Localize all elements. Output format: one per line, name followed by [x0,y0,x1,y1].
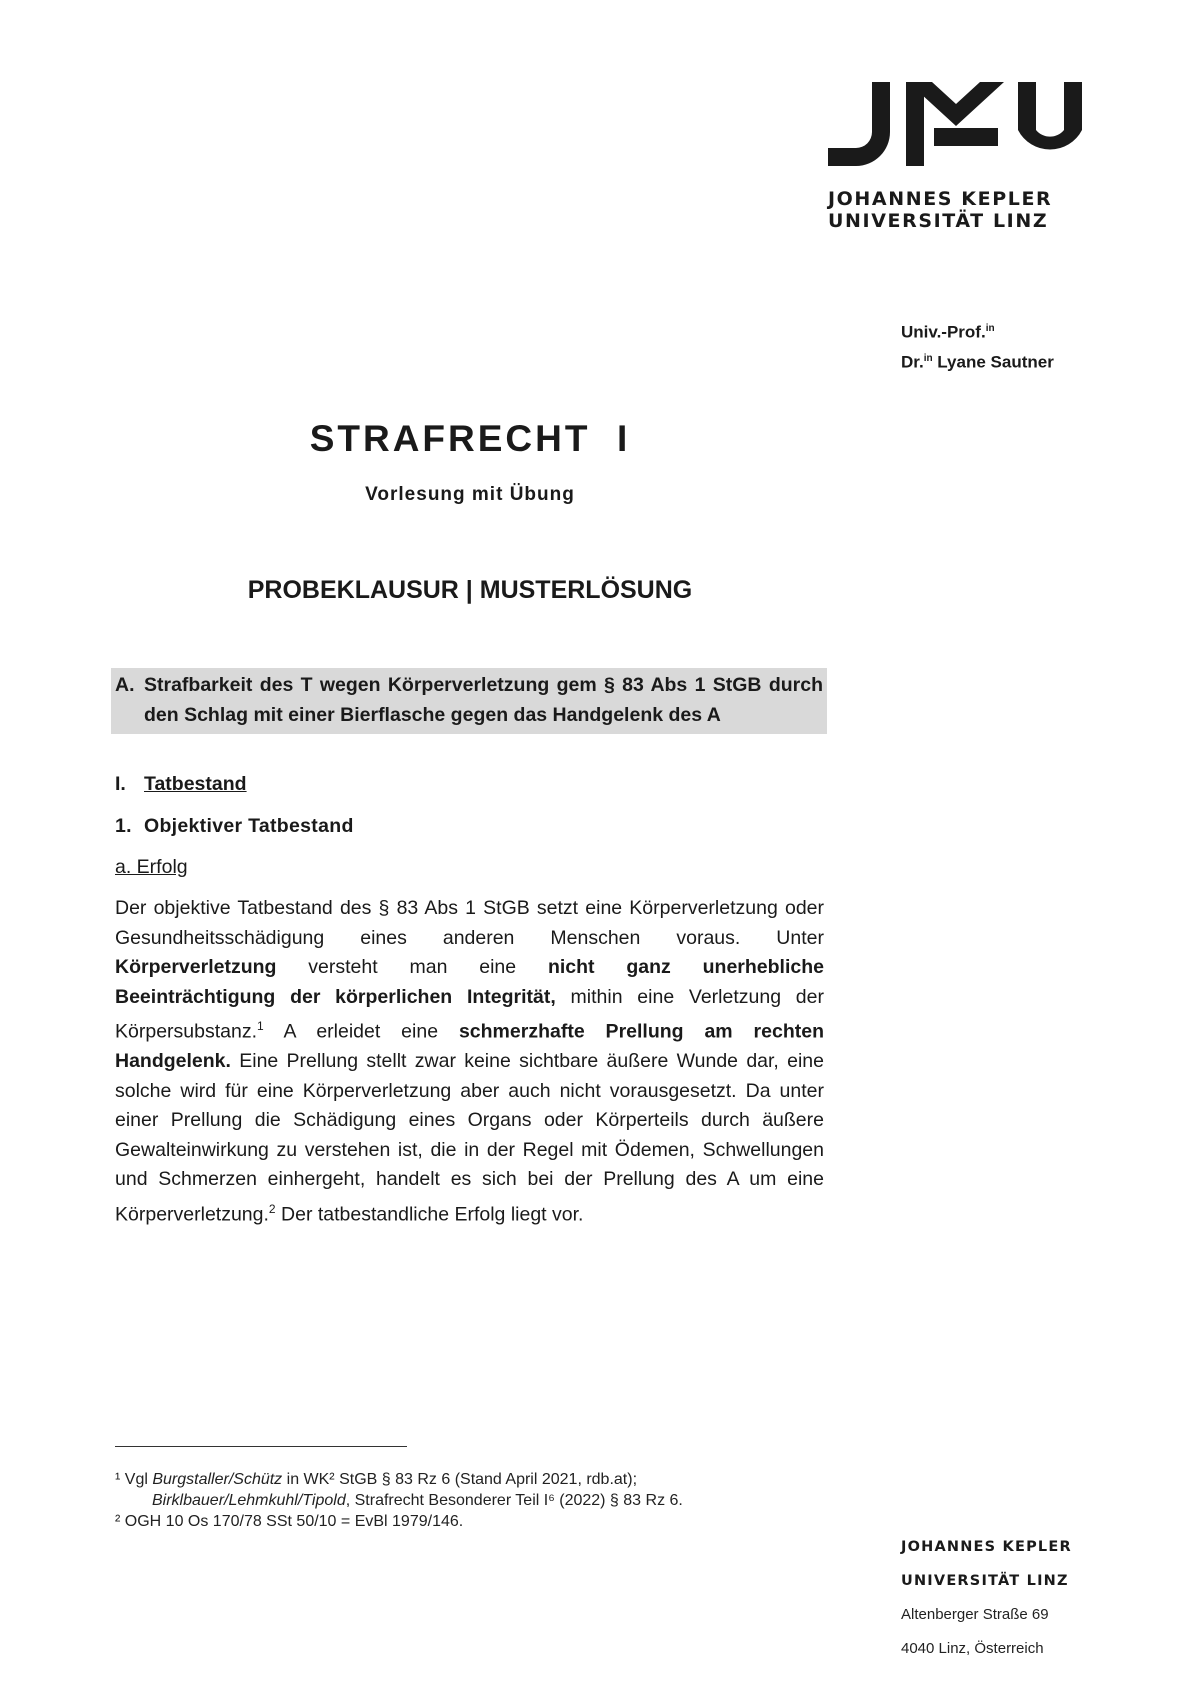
body-text-1: Der objektive Tatbestand des § 83 Abs 1 StGB setzt eine Körperverletzung oder Gesundheitsschädigung eines anderen Menschen voraus. Unter [115,897,824,949]
footnote-ref-2[interactable]: 2 [268,1201,276,1216]
heading-objektiv-num: 1. [115,815,132,837]
footnote-2: ² OGH 10 Os 170/78 SSt 50/10 = EvBl 1979/146. [115,1513,464,1530]
heading-tatbestand [115,770,247,798]
footer-city: 4040 Linz, Österreich [901,1640,1044,1657]
body-text-4: A erleidet eine [263,1020,459,1043]
footnote-1b-text: , Strafrecht Besonderer Teil I⁶ (2022) § 83 Rz 6. [345,1492,683,1509]
body-bold-2: nicht ganz unerhebliche Beeinträchtigung der körperlichen Integrität, [115,956,824,1008]
heading-objektiver-tatbestand [115,812,354,840]
body-text-3: mithin eine Verletzung der Körpersubstanz. [115,985,824,1043]
footnote-1-author: Burgstaller/Schütz [152,1471,283,1488]
footnote-1b-author: Birklbauer/Lehmkuhl/Tipold [152,1492,346,1509]
exam-heading: PROBEKLAUSUR | MUSTERLÖSUNG [247,576,693,604]
footnote-ref-1[interactable]: 1 [257,1019,264,1033]
heading-erfolg: a. Erfolg [115,856,188,878]
author-block [901,316,1054,375]
section-a-heading [111,668,827,734]
body-text-5: Eine Prellung stellt zwar keine sichtbare äußere Wunde dar, eine solche wird für eine Körperverletzung aber auch nicht vorausgesetzt. Da unter einer Prellung die Schädigung eines Organs oder Körperteils durch äußere Gewalteinwirkung zu verstehen ist, die in der Regel mit Ödemen, Schwellungen und Schmerzen einhergeht, handelt es sich bei der Prellung des A um eine Körperverletzung. [115,1050,824,1225]
heading-tatbestand-num: I. [115,773,126,795]
body-text-2: versteht man eine [276,956,548,978]
footer-line-2: UNIVERSITÄT LINZ [901,1573,1069,1589]
footnote-1 [115,1469,875,1490]
footnote-1-text: in WK² StGB § 83 Rz 6 (Stand April 2021, rdb.at); [282,1471,638,1488]
footnote-1-continued [115,1490,875,1511]
logo-line-2: UNIVERSITÄT LINZ [828,210,1049,232]
body-text-6: Der tatbestandliche Erfolg liegt vor. [275,1203,584,1225]
body-paragraph [115,894,824,1230]
body-bold-1: Körperverletzung [115,956,277,978]
jku-logo [828,82,1088,232]
author-degree: Dr. [901,352,924,372]
section-a-text: Strafbarkeit des T wegen Körperverletzung gem § 83 Abs 1 StGB durch den Schlag mit einer Bierflasche gegen das Handgelenk des A [144,674,823,726]
logo-line-1: JOHANNES KEPLER [828,188,1053,210]
author-title: Univ.-Prof. [901,322,986,342]
page-subtitle: Vorlesung mit Übung [365,484,575,505]
footer-address [901,1530,1072,1666]
footnote-1-mark: ¹ Vgl [115,1471,153,1488]
footnote-separator [115,1446,407,1447]
section-a-label: A. [115,674,135,696]
footer-line-1: JOHANNES KEPLER [901,1539,1072,1555]
author-degree-sup: in [923,352,933,364]
jku-logo-mark-icon [828,82,1082,172]
author-name: Lyane Sautner [932,352,1054,372]
footer-street: Altenberger Straße 69 [901,1606,1049,1623]
heading-tatbestand-text: Tatbestand [144,773,247,795]
page-title: STRAFRECHT I [309,418,631,459]
body-bold-3: schmerzhafte Prellung am rechten Handgelenk. [115,1020,824,1072]
author-title-sup: in [985,323,995,334]
footnotes [115,1469,875,1532]
heading-objektiv-text: Objektiver Tatbestand [144,815,354,837]
